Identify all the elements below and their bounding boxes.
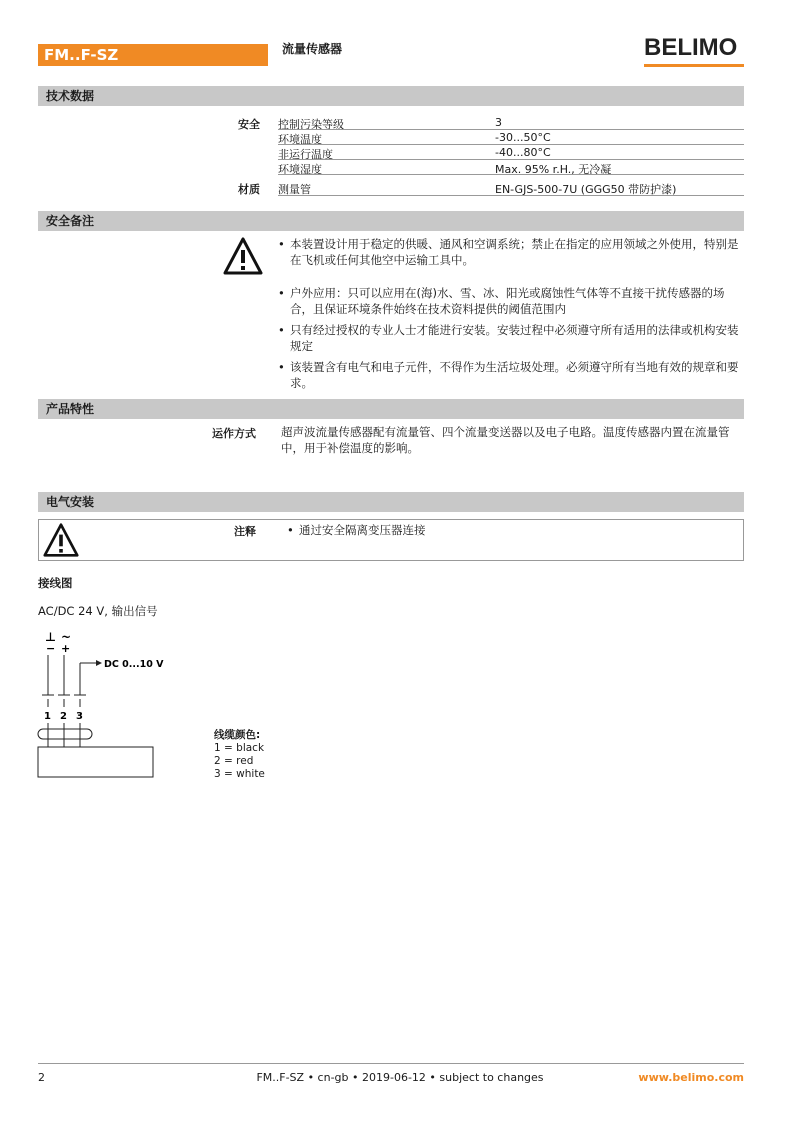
tech-row-value: -30...50°C (495, 131, 551, 144)
warning-triangle-icon (222, 236, 264, 276)
row-divider (278, 159, 744, 160)
row-divider (278, 195, 744, 196)
footer-info: FM..F-SZ • cn-gb • 2019-06-12 • subject to changes (256, 1071, 544, 1084)
device-box (38, 747, 153, 777)
tech-row-value: Max. 95% r.H., 无冷凝 (495, 163, 612, 176)
list-item: • 通过安全隔离变压器连接 (287, 522, 687, 538)
safety-notes-list (278, 236, 746, 396)
operation-text: 超声波流量传感器配有流量管、四个流量变送器以及电子电路。温度传感器内置在流量管中，用于补偿温度的影响。 (281, 425, 730, 455)
cable-color-item: 3 = white (214, 768, 265, 780)
row-divider (278, 144, 744, 145)
cable-colors-heading: 线缆颜色: (214, 729, 261, 741)
operation-label: 运作方式 (212, 427, 256, 440)
tech-row-name: 非运行温度 (278, 148, 333, 161)
section-tech-data: 技术数据 (38, 86, 744, 106)
logo-underline (644, 64, 744, 67)
section-product-features: 产品特性 (38, 399, 744, 419)
material-label: 材质 (238, 183, 260, 196)
cable-sheath (38, 729, 92, 739)
wiring-diagram (30, 625, 180, 785)
list-item: • 本装置设计用于稳定的供暖、通风和空调系统；禁止在指定的应用领域之外使用，特别是在飞机或任何其他空中运输工具中。 (278, 236, 746, 268)
output-arrow-head (96, 660, 102, 666)
terminal-number: 1 (44, 711, 51, 722)
output-label: DC 0...10 V (104, 659, 164, 670)
document-title: 流量传感器 (282, 42, 343, 56)
safety-label: 安全 (238, 118, 260, 131)
section-safety-notes: 安全备注 (38, 211, 744, 231)
tech-row-value: EN-GJS-500-7U (GGG50 带防护漆) (495, 183, 677, 196)
tech-row-name: 控制污染等级 (278, 118, 344, 131)
tech-row-value: 3 (495, 116, 502, 129)
belimo-logo (644, 34, 744, 66)
ground-symbol: ⊥ (45, 630, 56, 644)
cable-colors (214, 729, 265, 781)
list-item: • 该装置含有电气和电子元件，不得作为生活垃圾处理。必须遵守所有当地有效的规章和要求。 (278, 359, 746, 391)
footer-divider (38, 1063, 744, 1064)
tech-row-name: 测量管 (278, 183, 311, 196)
cable-color-item: 2 = red (214, 755, 254, 767)
row-divider (278, 129, 744, 130)
ac-symbol: ~ (61, 630, 72, 644)
terminal-number: 2 (60, 711, 67, 722)
website-link[interactable]: www.belimo.com (638, 1071, 744, 1084)
tech-row-name: 环境温度 (278, 133, 322, 146)
row-divider (278, 174, 744, 175)
product-code-tag: FM..F-SZ (38, 44, 268, 66)
wiring-subtitle: AC/DC 24 V, 输出信号 (38, 604, 158, 618)
plus-symbol: + (61, 642, 71, 655)
note-label: 注释 (234, 525, 256, 538)
tech-row-name: 环境湿度 (278, 163, 322, 176)
list-item: • 只有经过授权的专业人士才能进行安装。安装过程中必须遵守所有适用的法律或机构安装规定 (278, 322, 746, 354)
logo-text: BELIMO (644, 34, 738, 61)
tech-row-value: -40...80°C (495, 146, 551, 159)
section-electrical-installation: 电气安装 (38, 492, 744, 512)
warning-triangle-icon (42, 522, 80, 558)
cable-color-item: 1 = black (214, 742, 265, 754)
minus-symbol: − (46, 642, 56, 655)
note-list (287, 522, 687, 543)
wiring-heading: 接线图 (38, 576, 73, 590)
page-number: 2 (38, 1071, 45, 1084)
list-item: • 户外应用：只可以应用在(海)水、雪、冰、阳光或腐蚀性气体等不直接干扰传感器的场合，且保证环境条件始终在技术资料提供的阈值范围内 (278, 285, 746, 317)
terminal-number: 3 (76, 711, 83, 722)
